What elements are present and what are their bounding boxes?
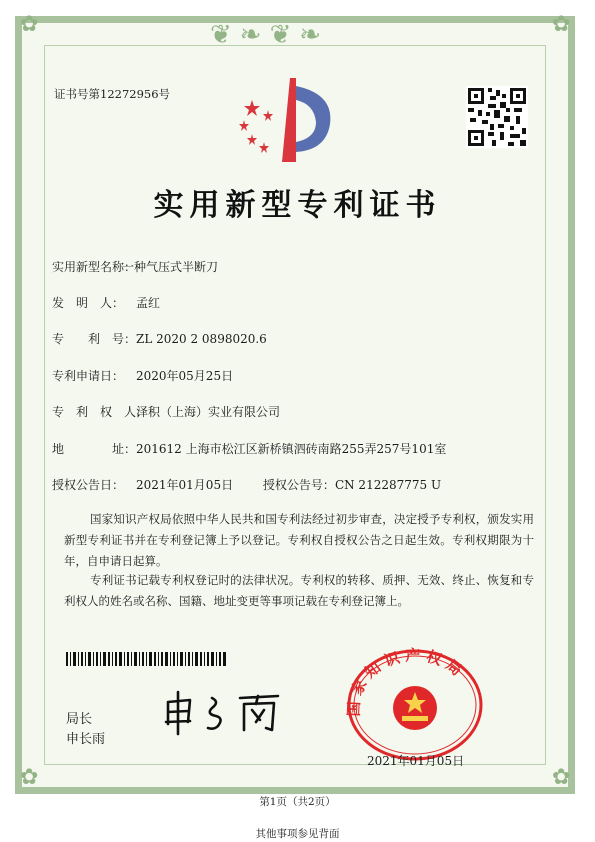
field-value: 2021年01月05日 [136, 478, 234, 492]
field-label: 专 利 权 人： [52, 405, 149, 419]
field-value: 2020年05月25日 [136, 369, 234, 383]
page-title: 实用新型专利证书 [153, 188, 442, 223]
field-value: 泽积（上海）实业有限公司 [136, 405, 281, 419]
body-paragraph: 国家知识产权局依照中华人民共和国专利法经过初步审查，决定授予专利权，颁发实用新型专利证书并在专利登记簿上予以登记。专利权自授权公告之日起生效。专利权期限为十年，自申请日起算。 [64, 512, 534, 568]
seal-text-ring [344, 646, 486, 764]
field-label: 专利申请日： [52, 369, 125, 383]
footer-note: 其他事项参见背面 [255, 828, 340, 840]
field-label: 授权公告日： [52, 478, 125, 492]
field-value: ZL 2020 2 0898020.6 [136, 332, 267, 346]
qr-code-icon [466, 86, 528, 148]
field-value: 201612 上海市松江区新桥镇泗砖南路255弄257号101室 [136, 442, 447, 456]
decorative-ornament-icon: ✿ [20, 12, 39, 37]
field-value: 孟红 [136, 296, 161, 310]
field-row-grant-date [52, 476, 441, 493]
decorative-ornament-icon: ✿ [20, 765, 39, 790]
decorative-ornament-icon: ❦❧❦❧ [210, 20, 330, 50]
patent-logo-icon [238, 72, 344, 164]
field-label: 专 利 号： [52, 332, 137, 346]
certificate-number: 证书号第12272956号 [54, 87, 171, 101]
field-row-address [52, 440, 446, 457]
field-value: CN 212287775 U [334, 478, 442, 492]
decorative-ornament-icon: ✿ [552, 12, 571, 37]
barcode-icon [66, 652, 226, 666]
field-label: 实用新型名称： [52, 260, 137, 274]
body-paragraph: 专利证书记载专利权登记时的法律状况。专利权的转移、质押、无效、终止、恢复和专利权人的姓名或名称、国籍、地址变更等事项记载在专利登记簿上。 [64, 573, 534, 608]
field-label: 地 址： [52, 442, 137, 456]
signatory-title: 局长 [66, 712, 93, 727]
handwritten-signature [160, 688, 290, 736]
field-row-patent-number [52, 330, 267, 347]
page-indicator: 第1页（共2页） [259, 796, 336, 808]
seal-date: 2021年01月05日 [367, 754, 465, 768]
field-row-name [52, 258, 218, 275]
decorative-ornament-icon: ✿ [552, 765, 571, 790]
field-value: 一种气压式半断刀 [122, 260, 219, 274]
field-row-patentee [52, 403, 280, 420]
field-row-inventor [52, 294, 160, 311]
field-label: 发 明 人： [52, 296, 125, 310]
field-label: 授权公告号： [262, 478, 335, 492]
seal-text: 国家知识产权局 [344, 646, 470, 717]
signatory-name: 申长雨 [66, 732, 106, 747]
field-row-filing-date [52, 367, 233, 384]
